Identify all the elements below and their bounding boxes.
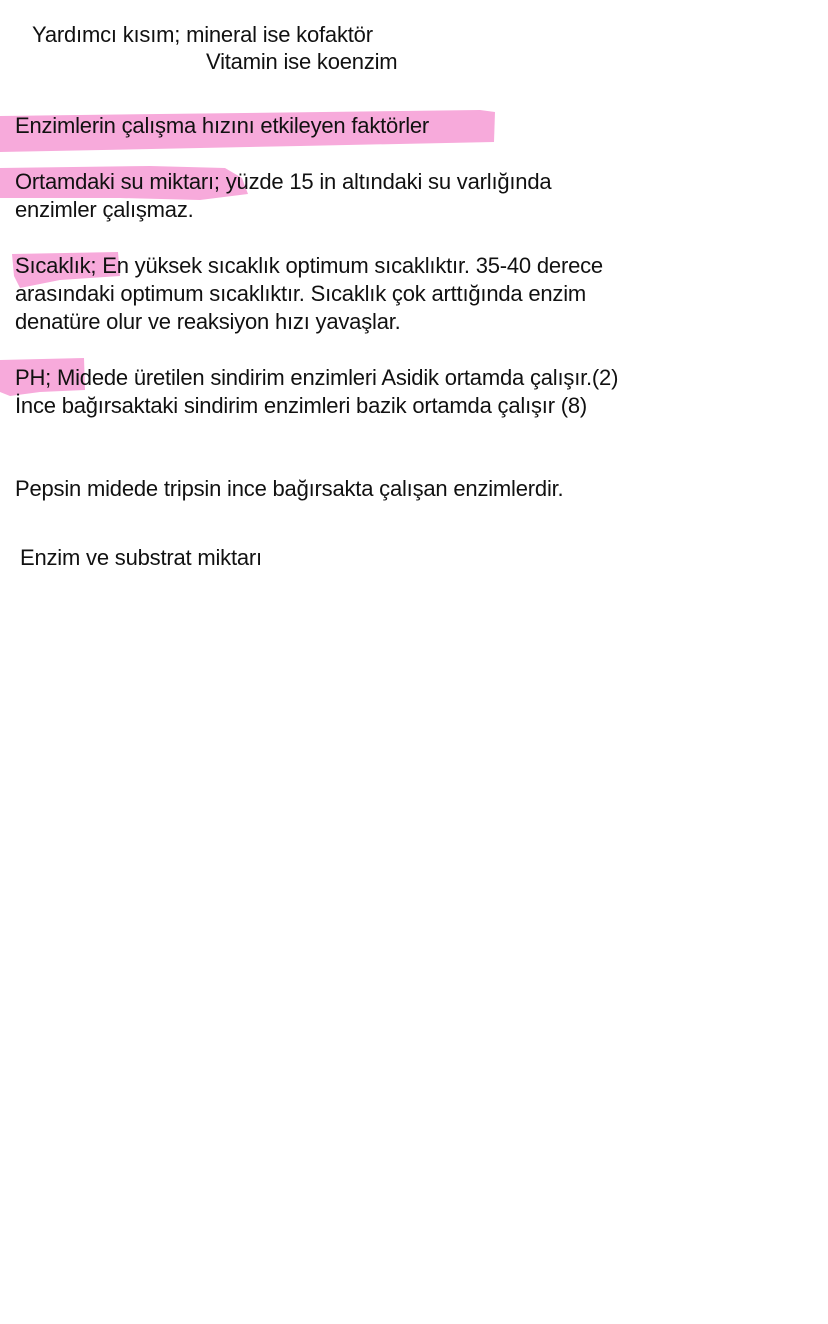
- water-line-2: enzimler çalışmaz.: [15, 197, 194, 222]
- intro-line-2: Vitamin ise koenzim: [206, 49, 398, 74]
- ph-line-2: İnce bağırsaktaki sindirim enzimleri bazik ortamda çalışır (8): [15, 393, 588, 418]
- pepsin-line: Pepsin midede tripsin ince bağırsakta çalışan enzimlerdir.: [15, 476, 564, 501]
- ph-line-1: PH; Midede üretilen sindirim enzimleri Asidik ortamda çalışır.(2): [15, 365, 619, 390]
- water-line-1: Ortamdaki su miktarı; yüzde 15 in altındaki su varlığında: [15, 169, 552, 194]
- intro-line-1: Yardımcı kısım; mineral ise kofaktör: [32, 22, 373, 47]
- section-heading: Enzimlerin çalışma hızını etkileyen faktörler: [15, 113, 430, 138]
- temperature-line-2: arasındaki optimum sıcaklıktır. Sıcaklık çok arttığında enzim: [15, 281, 587, 306]
- temperature-line-3: denatüre olur ve reaksiyon hızı yavaşlar.: [15, 309, 401, 334]
- substrate-line: Enzim ve substrat miktarı: [20, 545, 262, 570]
- temperature-line-1: Sıcaklık; En yüksek sıcaklık optimum sıcaklıktır. 35-40 derece: [15, 253, 603, 278]
